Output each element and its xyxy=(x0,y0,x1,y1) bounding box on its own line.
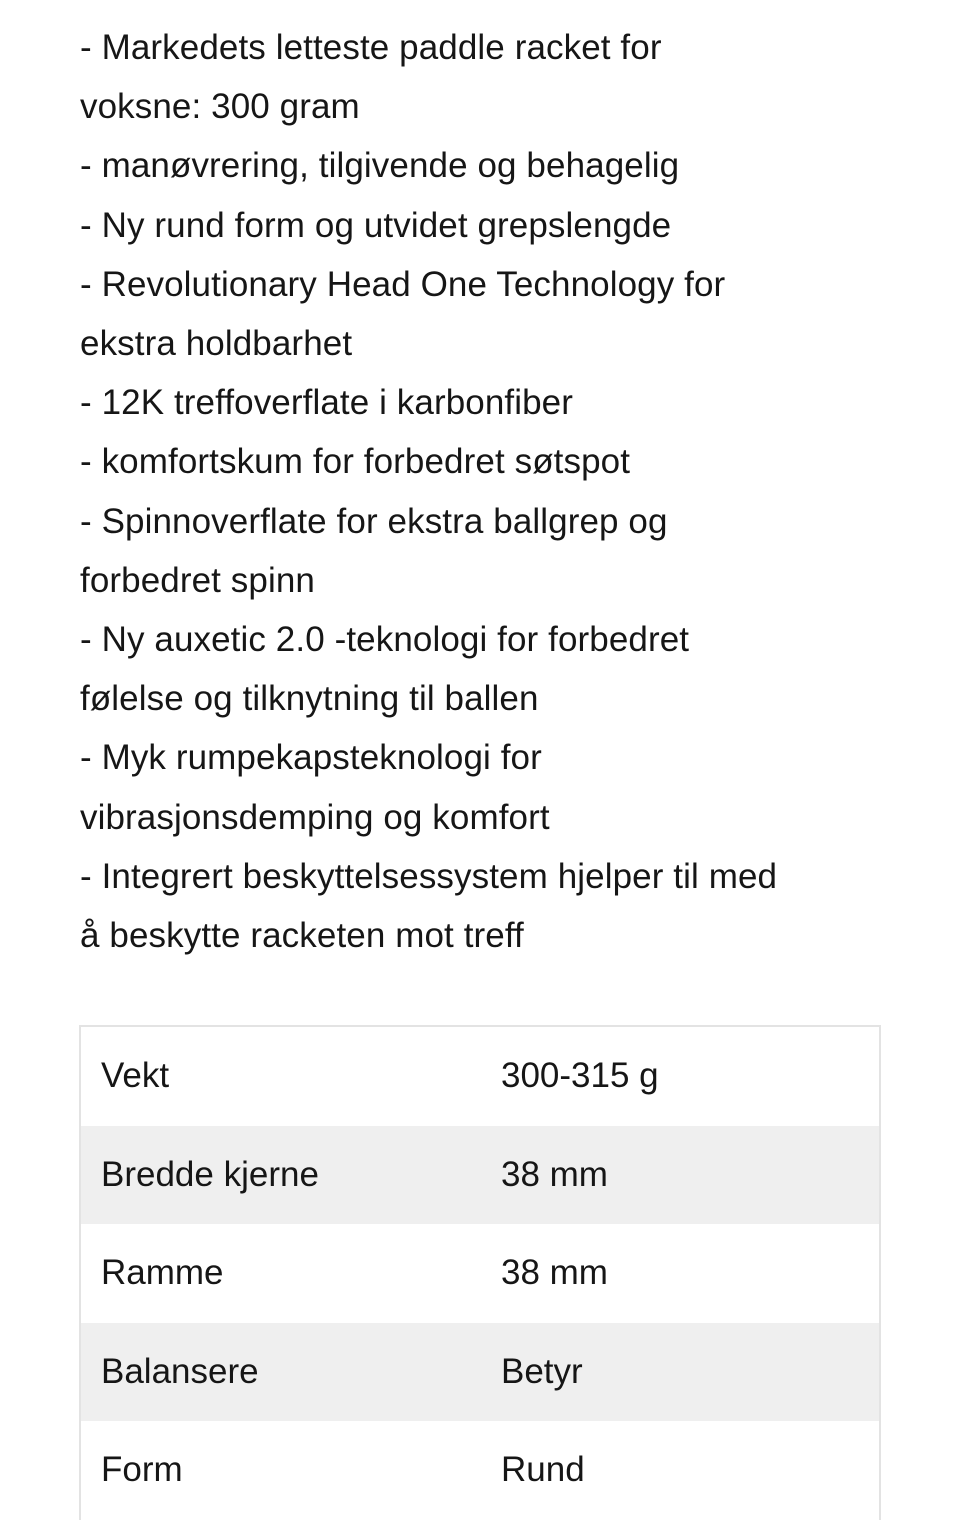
description-line: å beskytte racketen mot treff xyxy=(80,916,524,956)
description-line: forbedret spinn xyxy=(80,560,315,600)
spec-table xyxy=(79,1025,881,1520)
product-description xyxy=(80,18,900,965)
description-line: - Revolutionary Head One Technology for xyxy=(80,264,726,304)
spec-label: Ramme xyxy=(80,1224,481,1323)
description-line: ekstra holdbarhet xyxy=(80,324,353,364)
description-line: - Markedets letteste paddle racket for xyxy=(80,28,662,67)
spec-row-balance xyxy=(80,1323,880,1422)
description-line: - komfortskum for forbedret søtspot xyxy=(80,442,631,482)
description-line: voksne: 300 gram xyxy=(80,87,360,127)
spec-row-frame xyxy=(80,1224,880,1323)
description-line: - manøvrering, tilgivende og behagelig xyxy=(80,146,680,186)
spec-row-core-width xyxy=(80,1126,880,1225)
description-line: - Ny rund form og utvidet grepslengde xyxy=(80,205,672,245)
spec-value: 38 mm xyxy=(481,1126,880,1225)
description-line: - Integrert beskyttelsessystem hjelper til med xyxy=(80,856,778,896)
description-line: - Myk rumpekapsteknologi for xyxy=(80,738,542,778)
description-line: - 12K treffoverflate i karbonfiber xyxy=(80,383,574,423)
spec-row-shape xyxy=(80,1421,880,1520)
spec-row-weight xyxy=(80,1026,880,1126)
spec-label: Bredde kjerne xyxy=(80,1126,481,1225)
spec-value: 38 mm xyxy=(481,1224,880,1323)
spec-value: Rund xyxy=(481,1421,880,1520)
spec-value: Betyr xyxy=(481,1323,880,1422)
spec-label: Form xyxy=(80,1421,481,1520)
description-line: vibrasjonsdemping og komfort xyxy=(80,797,550,837)
description-line: følelse og tilknytning til ballen xyxy=(80,679,539,719)
spec-label: Vekt xyxy=(80,1026,481,1126)
spec-value: 300-315 g xyxy=(481,1026,880,1126)
description-line: - Ny auxetic 2.0 -teknologi for forbedret xyxy=(80,620,690,660)
spec-label: Balansere xyxy=(80,1323,481,1422)
description-line: - Spinnoverflate for ekstra ballgrep og xyxy=(80,501,668,541)
